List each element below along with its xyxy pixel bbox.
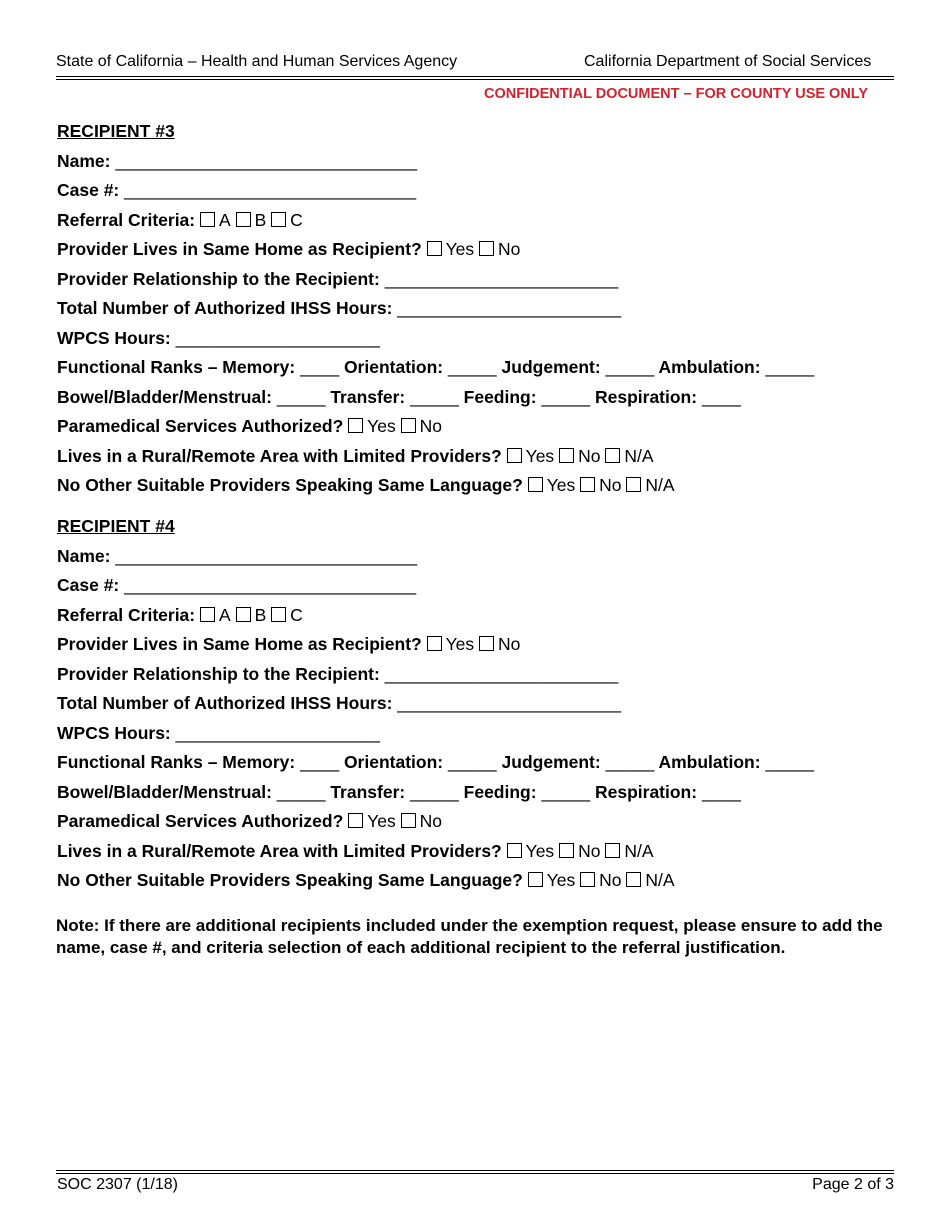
footer-rule	[56, 1173, 894, 1174]
name-field[interactable]: _______________________________	[115, 545, 418, 566]
relationship-field[interactable]: ________________________	[384, 268, 619, 289]
memory-label: Functional Ranks – Memory:	[57, 357, 296, 377]
transfer-label: Transfer:	[330, 781, 406, 802]
checkbox-icon[interactable]	[401, 418, 416, 433]
judgement-label: Judgement:	[501, 357, 601, 377]
checkbox-icon[interactable]	[580, 872, 595, 887]
checkbox-icon[interactable]	[236, 212, 251, 227]
recipient-3-name-row[interactable]	[57, 149, 417, 173]
memory-field[interactable]: ____	[300, 752, 340, 772]
header-rule	[56, 79, 894, 80]
feeding-field[interactable]: _____	[541, 386, 591, 407]
recipient-3-case-row[interactable]	[57, 178, 416, 202]
checkbox-icon[interactable]	[427, 636, 442, 651]
checkbox-icon[interactable]	[626, 477, 641, 492]
recipient-3-referral-row	[57, 208, 303, 232]
name-label: Name:	[57, 545, 111, 566]
checkbox-icon[interactable]	[200, 212, 215, 227]
checkbox-yes[interactable]: Yes	[507, 839, 555, 863]
recipient-4-wpcs-row[interactable]	[57, 721, 380, 745]
checkbox-no[interactable]: No	[401, 809, 442, 833]
orientation-label: Orientation:	[343, 357, 444, 377]
case-field[interactable]: ______________________________	[124, 575, 417, 595]
header-rule	[56, 76, 894, 77]
feeding-field[interactable]: _____	[541, 781, 591, 802]
checkbox-yes[interactable]: Yes	[507, 444, 555, 468]
checkbox-icon[interactable]	[580, 477, 595, 492]
recipient-4-hours-row[interactable]	[57, 691, 621, 715]
checkbox-icon[interactable]	[401, 813, 416, 828]
recipient-4-functional-row	[57, 750, 814, 774]
checkbox-icon[interactable]	[200, 607, 215, 622]
checkbox-icon[interactable]	[507, 843, 522, 858]
recipient-4-relationship-row[interactable]	[57, 662, 618, 686]
checkbox-icon[interactable]	[348, 418, 363, 433]
orientation-field[interactable]: _____	[447, 752, 497, 772]
recipient-4-language-row	[57, 868, 675, 892]
page-number: Page 2 of 3	[812, 1176, 894, 1193]
checkbox-b[interactable]: B	[236, 603, 267, 627]
checkbox-no[interactable]: No	[580, 868, 621, 892]
checkbox-icon[interactable]	[559, 448, 574, 463]
recipient-4-referral-row	[57, 603, 303, 627]
bowel-field[interactable]: _____	[276, 386, 326, 407]
checkbox-icon[interactable]	[559, 843, 574, 858]
paramedical-label: Paramedical Services Authorized?	[57, 416, 344, 436]
transfer-label: Transfer:	[330, 386, 406, 407]
recipient-4-case-row[interactable]	[57, 573, 416, 597]
checkbox-na[interactable]: N/A	[605, 444, 653, 468]
same-home-label: Provider Lives in Same Home as Recipient?	[57, 239, 422, 259]
respiration-label: Respiration:	[594, 386, 698, 407]
respiration-field[interactable]: ____	[701, 386, 741, 407]
language-label: No Other Suitable Providers Speaking Same Language?	[57, 870, 523, 890]
recipient-3-paramedical-row	[57, 414, 442, 438]
checkbox-icon[interactable]	[236, 607, 251, 622]
additional-recipients-note: Note: If there are additional recipients included under the exemption request, please ensure to add the name, case #, and criteria selection of each additional recipient to the referral justification.	[56, 916, 883, 957]
checkbox-icon[interactable]	[427, 241, 442, 256]
wpcs-label: WPCS Hours:	[57, 722, 171, 743]
checkbox-icon[interactable]	[528, 872, 543, 887]
orientation-field[interactable]: _____	[447, 357, 497, 377]
ambulation-label: Ambulation:	[658, 752, 761, 772]
ambulation-label: Ambulation:	[658, 357, 761, 377]
recipient-3-bowel-row	[57, 385, 741, 409]
checkbox-yes[interactable]: Yes	[427, 632, 475, 656]
form-number: SOC 2307 (1/18)	[57, 1176, 178, 1193]
recipient-3-hours-row[interactable]	[57, 296, 621, 320]
total-hours-label: Total Number of Authorized IHSS Hours:	[57, 298, 393, 318]
checkbox-no[interactable]: No	[559, 839, 600, 863]
checkbox-yes[interactable]: Yes	[427, 237, 475, 261]
checkbox-yes[interactable]: Yes	[348, 414, 396, 438]
case-label: Case #:	[57, 575, 120, 595]
recipient-4-bowel-row	[57, 780, 741, 804]
judgement-field[interactable]: _____	[605, 752, 655, 772]
judgement-field[interactable]: _____	[605, 357, 655, 377]
checkbox-a[interactable]: A	[200, 603, 231, 627]
paramedical-label: Paramedical Services Authorized?	[57, 811, 344, 831]
recipient-3-title: RECIPIENT #3	[57, 121, 175, 141]
checkbox-icon[interactable]	[479, 636, 494, 651]
wpcs-field[interactable]: _____________________	[175, 722, 381, 743]
checkbox-b[interactable]: B	[236, 208, 267, 232]
language-label: No Other Suitable Providers Speaking Same Language?	[57, 475, 523, 495]
relationship-label: Provider Relationship to the Recipient:	[57, 663, 380, 684]
orientation-label: Orientation:	[343, 752, 444, 772]
respiration-field[interactable]: ____	[701, 781, 741, 802]
ambulation-field[interactable]: _____	[765, 357, 815, 377]
header-agency: State of California – Health and Human Services Agency	[56, 53, 458, 70]
checkbox-yes[interactable]: Yes	[528, 473, 576, 497]
recipient-3-functional-row	[57, 355, 814, 379]
memory-field[interactable]: ____	[300, 357, 340, 377]
checkbox-na[interactable]: N/A	[626, 868, 674, 892]
respiration-label: Respiration:	[594, 781, 698, 802]
bowel-field[interactable]: _____	[276, 781, 326, 802]
relationship-field[interactable]: ________________________	[384, 663, 619, 684]
checkbox-na[interactable]: N/A	[605, 839, 653, 863]
feeding-label: Feeding:	[463, 781, 537, 802]
checkbox-c[interactable]: C	[271, 603, 303, 627]
same-home-label: Provider Lives in Same Home as Recipient?	[57, 634, 422, 654]
checkbox-no[interactable]: No	[401, 414, 442, 438]
checkbox-na[interactable]: N/A	[626, 473, 674, 497]
recipient-4-name-row[interactable]	[57, 544, 417, 568]
case-label: Case #:	[57, 180, 120, 200]
checkbox-icon[interactable]	[271, 212, 286, 227]
checkbox-icon[interactable]	[605, 843, 620, 858]
bowel-label: Bowel/Bladder/Menstrual:	[57, 386, 272, 407]
checkbox-c[interactable]: C	[271, 208, 303, 232]
judgement-label: Judgement:	[501, 752, 601, 772]
total-hours-field[interactable]: _______________________	[397, 298, 622, 318]
checkbox-no[interactable]: No	[559, 444, 600, 468]
ambulation-field[interactable]: _____	[765, 752, 815, 772]
recipient-4-rural-row	[57, 839, 654, 863]
transfer-field[interactable]: _____	[410, 386, 459, 407]
relationship-label: Provider Relationship to the Recipient:	[57, 268, 380, 289]
checkbox-icon[interactable]	[348, 813, 363, 828]
checkbox-no[interactable]: No	[479, 237, 520, 261]
wpcs-field[interactable]: _____________________	[175, 327, 381, 348]
checkbox-no[interactable]: No	[580, 473, 621, 497]
checkbox-icon[interactable]	[605, 448, 620, 463]
memory-label: Functional Ranks – Memory:	[57, 752, 296, 772]
name-label: Name:	[57, 150, 111, 171]
checkbox-icon[interactable]	[626, 872, 641, 887]
case-field[interactable]: ______________________________	[124, 180, 417, 200]
recipient-3-wpcs-row[interactable]	[57, 326, 380, 350]
transfer-field[interactable]: _____	[410, 781, 459, 802]
recipient-3-language-row	[57, 473, 675, 497]
checkbox-icon[interactable]	[507, 448, 522, 463]
checkbox-no[interactable]: No	[479, 632, 520, 656]
referral-label: Referral Criteria:	[57, 209, 196, 230]
recipient-4-paramedical-row	[57, 809, 442, 833]
header-department: California Department of Social Services	[584, 53, 872, 70]
checkbox-a[interactable]: A	[200, 208, 231, 232]
referral-label: Referral Criteria:	[57, 604, 196, 625]
checkbox-yes[interactable]: Yes	[528, 868, 576, 892]
checkbox-icon[interactable]	[479, 241, 494, 256]
confidential-notice: CONFIDENTIAL DOCUMENT – FOR COUNTY USE ONLY	[484, 86, 869, 102]
recipient-4-title: RECIPIENT #4	[57, 516, 175, 536]
footer-rule	[56, 1170, 894, 1171]
total-hours-field[interactable]: _______________________	[397, 693, 622, 713]
rural-label: Lives in a Rural/Remote Area with Limited Providers?	[57, 445, 502, 466]
checkbox-icon[interactable]	[528, 477, 543, 492]
recipient-3-same-home-row	[57, 237, 520, 261]
checkbox-yes[interactable]: Yes	[348, 809, 396, 833]
wpcs-label: WPCS Hours:	[57, 327, 171, 348]
recipient-4-same-home-row	[57, 632, 520, 656]
rural-label: Lives in a Rural/Remote Area with Limited Providers?	[57, 840, 502, 861]
recipient-3-rural-row	[57, 444, 654, 468]
total-hours-label: Total Number of Authorized IHSS Hours:	[57, 693, 393, 713]
bowel-label: Bowel/Bladder/Menstrual:	[57, 781, 272, 802]
name-field[interactable]: _______________________________	[115, 150, 418, 171]
recipient-3-relationship-row[interactable]	[57, 267, 618, 291]
feeding-label: Feeding:	[463, 386, 537, 407]
checkbox-icon[interactable]	[271, 607, 286, 622]
